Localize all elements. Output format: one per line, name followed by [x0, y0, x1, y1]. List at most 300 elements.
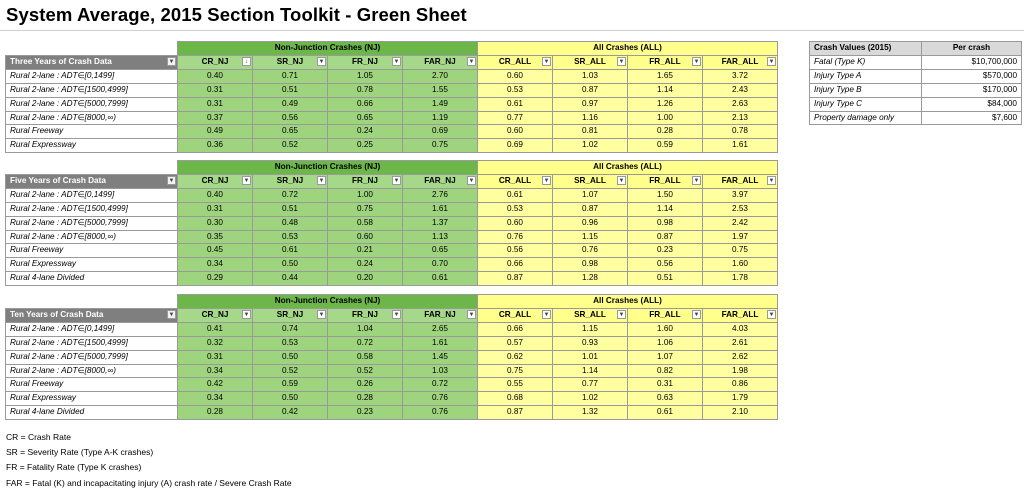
note-line: FAR = Fatal (K) and incapacitating injury (A) crash rate / Severe Crash Rate [6, 477, 292, 488]
value-cell: 0.31 [178, 97, 253, 111]
value-cell: 1.00 [328, 188, 403, 202]
column-header-text: FR_NJ [352, 56, 378, 66]
value-cell: 1.14 [628, 83, 703, 97]
value-cell: 2.13 [703, 111, 778, 125]
column-header-fr-all[interactable] [628, 55, 703, 69]
column-header-fr-nj[interactable] [328, 308, 403, 322]
value-cell: 0.32 [178, 336, 253, 350]
value-cell: 0.76 [403, 392, 478, 406]
column-header-text: FAR_ALL [721, 309, 759, 319]
column-header-sr-all[interactable] [553, 174, 628, 188]
value-cell: 0.61 [628, 406, 703, 420]
table-row [6, 406, 778, 420]
value-cell: 0.61 [478, 188, 553, 202]
value-cell: 0.98 [628, 216, 703, 230]
crash-cost-value: $7,600 [922, 111, 1022, 125]
value-cell: 0.72 [253, 188, 328, 202]
group-label-all: All Crashes (ALL) [478, 42, 778, 56]
value-cell: 2.10 [703, 406, 778, 420]
dropdown-arrow-icon[interactable]: ▼ [393, 311, 400, 318]
column-header-fr-all[interactable] [628, 174, 703, 188]
value-cell: 0.87 [478, 406, 553, 420]
value-cell: 0.66 [328, 97, 403, 111]
value-cell: 0.49 [253, 97, 328, 111]
value-cell: 0.31 [178, 202, 253, 216]
value-cell: 2.53 [703, 202, 778, 216]
column-header-text: SR_ALL [574, 175, 606, 185]
row-label: Rural 2-lane : ADT∈[1500,4999] [6, 336, 178, 350]
crash-value-row [810, 55, 1022, 69]
value-cell: 0.61 [253, 244, 328, 258]
value-cell: 1.03 [553, 69, 628, 83]
value-cell: 1.19 [403, 111, 478, 125]
value-cell: 0.52 [253, 364, 328, 378]
crash-values-header-label: Crash Values (2015) [810, 42, 922, 56]
column-header-far-all[interactable] [703, 174, 778, 188]
table-header-label[interactable] [6, 174, 178, 188]
column-header-far-all[interactable] [703, 55, 778, 69]
value-cell: 1.37 [403, 216, 478, 230]
value-cell: 0.76 [478, 230, 553, 244]
value-cell: 0.51 [253, 83, 328, 97]
dropdown-arrow-icon[interactable]: ▼ [618, 58, 625, 65]
row-label: Rural 2-lane : ADT∈[5000,7999] [6, 216, 178, 230]
value-cell: 1.50 [628, 188, 703, 202]
crash-type-label: Property damage only [810, 111, 922, 125]
value-cell: 0.50 [253, 392, 328, 406]
value-cell: 1.02 [553, 139, 628, 153]
value-cell: 0.34 [178, 258, 253, 272]
group-label-all: All Crashes (ALL) [478, 161, 778, 175]
dropdown-arrow-icon[interactable]: ▼ [243, 177, 250, 184]
crash-table-2 [5, 160, 778, 286]
column-header-text: FR_ALL [649, 309, 681, 319]
value-cell: 1.00 [628, 111, 703, 125]
value-cell: 0.28 [328, 392, 403, 406]
column-header-text: FR_NJ [352, 175, 378, 185]
dropdown-arrow-icon[interactable]: ▼ [693, 58, 700, 65]
value-cell: 0.61 [403, 272, 478, 286]
value-cell: 1.05 [328, 69, 403, 83]
value-cell: 0.98 [553, 258, 628, 272]
filter-icon[interactable]: ▼ [168, 58, 175, 65]
value-cell: 1.15 [553, 322, 628, 336]
dropdown-arrow-icon[interactable]: ▼ [543, 311, 550, 318]
value-cell: 0.28 [628, 125, 703, 139]
value-cell: 0.36 [178, 139, 253, 153]
dropdown-arrow-icon[interactable]: ▼ [243, 311, 250, 318]
value-cell: 0.69 [403, 125, 478, 139]
value-cell: 1.07 [628, 350, 703, 364]
row-label: Rural 2-lane : ADT∈[0,1499] [6, 188, 178, 202]
value-cell: 0.59 [628, 139, 703, 153]
table-row [6, 350, 778, 364]
value-cell: 0.31 [178, 350, 253, 364]
row-label: Rural 2-lane : ADT∈[5000,7999] [6, 97, 178, 111]
value-cell: 0.24 [328, 125, 403, 139]
value-cell: 1.98 [703, 364, 778, 378]
value-cell: 0.75 [328, 202, 403, 216]
value-cell: 0.51 [253, 202, 328, 216]
value-cell: 0.60 [478, 69, 553, 83]
column-header-text: FAR_ALL [721, 175, 759, 185]
dropdown-arrow-icon[interactable]: ▼ [543, 58, 550, 65]
value-cell: 0.59 [253, 378, 328, 392]
value-cell: 2.65 [403, 322, 478, 336]
value-cell: 0.61 [478, 97, 553, 111]
column-header-text: SR_NJ [276, 309, 304, 319]
value-cell: 0.66 [478, 258, 553, 272]
column-header-sr-all[interactable] [553, 308, 628, 322]
column-header-text: CR_NJ [201, 175, 229, 185]
value-cell: 0.75 [703, 244, 778, 258]
value-cell: 0.76 [553, 244, 628, 258]
value-cell: 0.20 [328, 272, 403, 286]
crash-values-table [809, 41, 1022, 125]
column-header-text: SR_ALL [574, 309, 606, 319]
value-cell: 2.43 [703, 83, 778, 97]
row-label: Rural 2-lane : ADT∈[8000,∞) [6, 230, 178, 244]
blank-cell [6, 42, 178, 56]
value-cell: 0.25 [328, 139, 403, 153]
table-row [6, 69, 778, 83]
value-cell: 0.62 [478, 350, 553, 364]
value-cell: 0.51 [628, 272, 703, 286]
value-cell: 0.21 [328, 244, 403, 258]
table-row [6, 364, 778, 378]
value-cell: 1.01 [553, 350, 628, 364]
value-cell: 1.14 [553, 364, 628, 378]
column-header-cr-all[interactable] [478, 174, 553, 188]
value-cell: 0.37 [178, 111, 253, 125]
value-cell: 0.56 [253, 111, 328, 125]
sheet-title: System Average, 2015 Section Toolkit - Green Sheet [6, 4, 467, 25]
dropdown-arrow-icon[interactable]: ▼ [768, 177, 775, 184]
table-header-text: Three Years of Crash Data [10, 56, 112, 66]
column-header-text: FAR_NJ [424, 309, 456, 319]
table-row [6, 392, 778, 406]
value-cell: 0.87 [628, 230, 703, 244]
column-header-text: CR_ALL [498, 175, 532, 185]
value-cell: 0.48 [253, 216, 328, 230]
value-cell: 0.56 [478, 244, 553, 258]
value-cell: 1.26 [628, 97, 703, 111]
value-cell: 0.81 [553, 125, 628, 139]
dropdown-arrow-icon[interactable]: ▼ [318, 311, 325, 318]
column-header-text: CR_NJ [201, 56, 229, 66]
crash-values-header-row [810, 42, 1022, 56]
row-label: Rural Expressway [6, 139, 178, 153]
table-header-text: Five Years of Crash Data [10, 175, 106, 185]
column-header-text: SR_NJ [276, 56, 304, 66]
crash-type-label: Injury Type B [810, 83, 922, 97]
group-header-row [6, 161, 778, 175]
table-row [6, 258, 778, 272]
value-cell: 0.58 [328, 216, 403, 230]
value-cell: 0.44 [253, 272, 328, 286]
value-cell: 0.63 [628, 392, 703, 406]
value-cell: 0.53 [478, 202, 553, 216]
crash-cost-value: $170,000 [922, 83, 1022, 97]
table-row [6, 272, 778, 286]
value-cell: 0.57 [478, 336, 553, 350]
value-cell: 0.31 [178, 83, 253, 97]
column-header-cr-nj[interactable] [178, 308, 253, 322]
value-cell: 0.75 [403, 139, 478, 153]
value-cell: 0.87 [478, 272, 553, 286]
filter-icon[interactable]: ▼ [168, 311, 175, 318]
value-cell: 0.40 [178, 188, 253, 202]
group-header-row [6, 295, 778, 309]
row-label: Rural 2-lane : ADT∈[0,1499] [6, 69, 178, 83]
table-row [6, 322, 778, 336]
value-cell: 0.65 [403, 244, 478, 258]
value-cell: 0.50 [253, 258, 328, 272]
value-cell: 0.66 [478, 322, 553, 336]
group-label-nj: Non-Junction Crashes (NJ) [178, 295, 478, 309]
table-row [6, 188, 778, 202]
table-row [6, 97, 778, 111]
column-header-fr-all[interactable] [628, 308, 703, 322]
crash-value-row [810, 83, 1022, 97]
column-header-sr-nj[interactable] [253, 174, 328, 188]
column-header-cr-all[interactable] [478, 55, 553, 69]
value-cell: 1.60 [703, 258, 778, 272]
column-header-cr-nj[interactable] [178, 55, 253, 69]
dropdown-arrow-icon[interactable]: ▼ [543, 177, 550, 184]
title-divider [0, 30, 1024, 31]
note-line: SR = Severity Rate (Type A-K crashes) [6, 447, 154, 458]
row-label: Rural 2-lane : ADT∈[1500,4999] [6, 83, 178, 97]
value-cell: 0.75 [478, 364, 553, 378]
crash-value-row [810, 111, 1022, 125]
dropdown-arrow-icon[interactable]: ▼ [393, 58, 400, 65]
column-header-text: CR_ALL [498, 56, 532, 66]
table-row [6, 139, 778, 153]
column-header-far-nj[interactable] [403, 174, 478, 188]
table-row [6, 336, 778, 350]
dropdown-arrow-icon[interactable]: ▼ [768, 311, 775, 318]
dropdown-arrow-icon[interactable]: ▼ [468, 58, 475, 65]
value-cell: 0.78 [328, 83, 403, 97]
crash-value-row [810, 97, 1022, 111]
value-cell: 2.70 [403, 69, 478, 83]
column-header-far-all[interactable] [703, 308, 778, 322]
group-label-nj: Non-Junction Crashes (NJ) [178, 42, 478, 56]
row-label: Rural 2-lane : ADT∈[8000,∞) [6, 364, 178, 378]
value-cell: 1.79 [703, 392, 778, 406]
value-cell: 1.55 [403, 83, 478, 97]
value-cell: 1.32 [553, 406, 628, 420]
value-cell: 3.72 [703, 69, 778, 83]
crash-cost-value: $10,700,000 [922, 55, 1022, 69]
dropdown-arrow-icon[interactable]: ▼ [318, 177, 325, 184]
crash-type-label: Injury Type C [810, 97, 922, 111]
value-cell: 1.61 [403, 336, 478, 350]
group-label-nj: Non-Junction Crashes (NJ) [178, 161, 478, 175]
row-label: Rural 2-lane : ADT∈[0,1499] [6, 322, 178, 336]
column-header-text: FAR_NJ [424, 175, 456, 185]
value-cell: 0.45 [178, 244, 253, 258]
table-row [6, 83, 778, 97]
column-header-row [6, 174, 778, 188]
dropdown-arrow-icon[interactable]: ▼ [768, 58, 775, 65]
value-cell: 0.53 [253, 230, 328, 244]
value-cell: 1.60 [628, 322, 703, 336]
value-cell: 0.65 [328, 111, 403, 125]
row-label: Rural 4-lane Divided [6, 272, 178, 286]
column-header-text: FAR_NJ [424, 56, 456, 66]
column-header-fr-nj[interactable] [328, 174, 403, 188]
value-cell: 2.61 [703, 336, 778, 350]
value-cell: 2.63 [703, 97, 778, 111]
group-header-row [6, 42, 778, 56]
value-cell: 0.72 [403, 378, 478, 392]
row-label: Rural 2-lane : ADT∈[5000,7999] [6, 350, 178, 364]
crash-cost-value: $84,000 [922, 97, 1022, 111]
value-cell: 1.61 [403, 202, 478, 216]
crash-table-1 [5, 41, 778, 153]
value-cell: 1.06 [628, 336, 703, 350]
value-cell: 0.72 [328, 336, 403, 350]
value-cell: 0.50 [253, 350, 328, 364]
value-cell: 0.52 [328, 364, 403, 378]
value-cell: 0.30 [178, 216, 253, 230]
column-header-cr-all[interactable] [478, 308, 553, 322]
value-cell: 0.52 [253, 139, 328, 153]
column-header-sr-nj[interactable] [253, 55, 328, 69]
dropdown-arrow-icon[interactable]: ▼ [468, 311, 475, 318]
value-cell: 0.53 [253, 336, 328, 350]
value-cell: 0.97 [553, 97, 628, 111]
value-cell: 1.03 [403, 364, 478, 378]
blank-cell [6, 295, 178, 309]
column-header-cr-nj[interactable] [178, 174, 253, 188]
value-cell: 0.56 [628, 258, 703, 272]
crash-cost-value: $570,000 [922, 69, 1022, 83]
value-cell: 0.68 [478, 392, 553, 406]
value-cell: 0.69 [478, 139, 553, 153]
value-cell: 0.55 [478, 378, 553, 392]
group-label-all: All Crashes (ALL) [478, 295, 778, 309]
value-cell: 1.13 [403, 230, 478, 244]
value-cell: 0.74 [253, 322, 328, 336]
value-cell: 0.60 [478, 216, 553, 230]
column-header-far-nj[interactable] [403, 308, 478, 322]
column-header-sr-all[interactable] [553, 55, 628, 69]
value-cell: 0.87 [553, 83, 628, 97]
value-cell: 1.78 [703, 272, 778, 286]
table-row [6, 202, 778, 216]
dropdown-arrow-icon[interactable]: ▼ [693, 311, 700, 318]
table-row [6, 111, 778, 125]
value-cell: 1.97 [703, 230, 778, 244]
dropdown-arrow-icon[interactable]: ▼ [618, 177, 625, 184]
value-cell: 2.42 [703, 216, 778, 230]
row-label: Rural Expressway [6, 392, 178, 406]
filter-icon[interactable]: ▼ [168, 177, 175, 184]
dropdown-arrow-icon[interactable]: ▼ [393, 177, 400, 184]
value-cell: 0.42 [253, 406, 328, 420]
value-cell: 1.02 [553, 392, 628, 406]
value-cell: 1.14 [628, 202, 703, 216]
value-cell: 0.70 [403, 258, 478, 272]
table-row [6, 125, 778, 139]
table-row [6, 378, 778, 392]
value-cell: 0.53 [478, 83, 553, 97]
dropdown-arrow-icon[interactable]: ▼ [693, 177, 700, 184]
value-cell: 0.65 [253, 125, 328, 139]
value-cell: 1.04 [328, 322, 403, 336]
value-cell: 0.49 [178, 125, 253, 139]
value-cell: 2.62 [703, 350, 778, 364]
value-cell: 3.97 [703, 188, 778, 202]
value-cell: 0.41 [178, 322, 253, 336]
value-cell: 0.58 [328, 350, 403, 364]
note-line: FR = Fatality Rate (Type K crashes) [6, 462, 142, 473]
value-cell: 0.31 [628, 378, 703, 392]
crash-type-label: Fatal (Type K) [810, 55, 922, 69]
row-label: Rural 4-lane Divided [6, 406, 178, 420]
blank-cell [6, 161, 178, 175]
legend-notes [6, 430, 292, 491]
crash-value-row [810, 69, 1022, 83]
column-header-text: SR_ALL [574, 56, 606, 66]
column-header-fr-nj[interactable] [328, 55, 403, 69]
value-cell: 0.60 [328, 230, 403, 244]
row-label: Rural Freeway [6, 378, 178, 392]
row-label: Rural Freeway [6, 244, 178, 258]
value-cell: 0.26 [328, 378, 403, 392]
table-header-label[interactable] [6, 55, 178, 69]
value-cell: 0.29 [178, 272, 253, 286]
value-cell: 0.35 [178, 230, 253, 244]
value-cell: 0.34 [178, 392, 253, 406]
row-label: Rural Expressway [6, 258, 178, 272]
value-cell: 1.65 [628, 69, 703, 83]
dropdown-arrow-icon[interactable]: ▼ [468, 177, 475, 184]
value-cell: 1.61 [703, 139, 778, 153]
value-cell: 0.96 [553, 216, 628, 230]
crash-type-label: Injury Type A [810, 69, 922, 83]
table-header-label[interactable] [6, 308, 178, 322]
sort-icon[interactable]: ↓ [242, 57, 251, 66]
column-header-text: FR_ALL [649, 175, 681, 185]
value-cell: 0.86 [703, 378, 778, 392]
column-header-sr-nj[interactable] [253, 308, 328, 322]
value-cell: 0.60 [478, 125, 553, 139]
column-header-text: FAR_ALL [721, 56, 759, 66]
value-cell: 0.87 [553, 202, 628, 216]
value-cell: 1.07 [553, 188, 628, 202]
value-cell: 1.16 [553, 111, 628, 125]
value-cell: 0.23 [628, 244, 703, 258]
table-row [6, 244, 778, 258]
row-label: Rural 2-lane : ADT∈[1500,4999] [6, 202, 178, 216]
value-cell: 0.71 [253, 69, 328, 83]
dropdown-arrow-icon[interactable]: ▼ [318, 58, 325, 65]
crash-table-3 [5, 294, 778, 420]
value-cell: 1.45 [403, 350, 478, 364]
value-cell: 0.93 [553, 336, 628, 350]
note-line: CR = Crash Rate [6, 432, 71, 442]
column-header-row [6, 55, 778, 69]
column-header-text: CR_NJ [201, 309, 229, 319]
value-cell: 1.28 [553, 272, 628, 286]
column-header-far-nj[interactable] [403, 55, 478, 69]
dropdown-arrow-icon[interactable]: ▼ [618, 311, 625, 318]
value-cell: 0.77 [553, 378, 628, 392]
